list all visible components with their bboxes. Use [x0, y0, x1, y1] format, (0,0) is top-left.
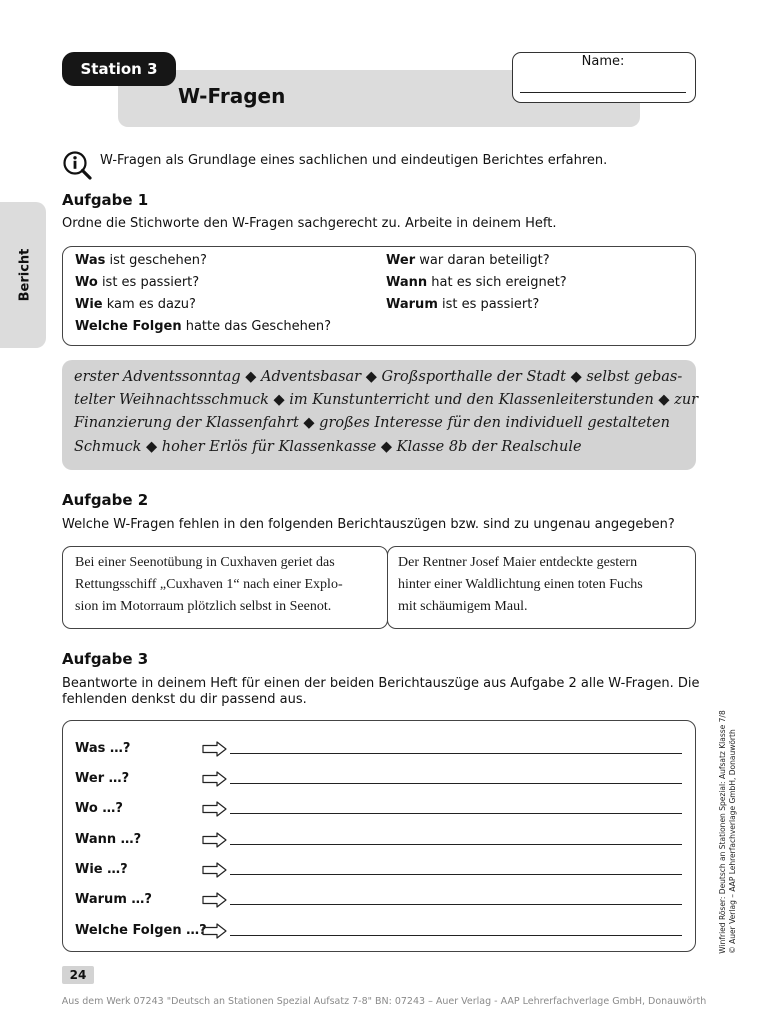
- question-wer: Wer war daran beteiligt?: [386, 253, 550, 268]
- answer-label-wer: Wer …?: [75, 771, 130, 786]
- side-tab-label: Bericht: [17, 248, 33, 302]
- answer-label-wo: Wo …?: [75, 801, 123, 816]
- arrow-right-icon: [202, 923, 228, 939]
- keyword-line: erster Adventssonntag ◆ Adventsbasar ◆ Großsporthalle der Stadt ◆ selbst gebas-: [74, 369, 683, 385]
- arrow-right-icon: [202, 862, 228, 878]
- page-number: 24: [62, 966, 94, 984]
- excerpt1-line: sion im Motorraum plötzlich selbst in Seenot.: [75, 599, 332, 614]
- question-welche-folgen: Welche Folgen hatte das Geschehen?: [75, 319, 331, 334]
- task1-instruction: Ordne die Stichworte den W-Fragen sachgerecht zu. Arbeite in deinem Heft.: [62, 216, 557, 231]
- footer-source: Aus dem Werk 07243 "Deutsch an Stationen Spezial Aufsatz 7-8" BN: 07243 – Auer Verlag - AAP Lehrerfachverlage GmbH, Donauwörth: [61, 996, 707, 1007]
- question-warum: Warum ist es passiert?: [386, 297, 540, 312]
- excerpt2-line: mit schäumigem Maul.: [398, 599, 528, 614]
- arrow-right-icon: [202, 892, 228, 908]
- answer-line-wie[interactable]: [230, 874, 682, 875]
- excerpt2-line: Der Rentner Josef Maier entdeckte gestern: [398, 555, 638, 570]
- answer-label-warum: Warum …?: [75, 892, 152, 907]
- question-wo: Wo ist es passiert?: [75, 275, 200, 290]
- arrow-right-icon: [202, 741, 228, 757]
- answer-label-wie: Wie …?: [75, 862, 128, 877]
- info-magnifier-icon: [62, 150, 92, 180]
- intro-text: W-Fragen als Grundlage eines sachlichen und eindeutigen Berichtes erfahren.: [100, 153, 608, 168]
- task3-instruction-line1: Beantworte in deinem Heft für einen der beiden Berichtauszüge aus Aufgabe 2 alle W-Fragen. Die: [62, 676, 700, 691]
- answer-line-wo[interactable]: [230, 813, 682, 814]
- answer-line-wer[interactable]: [230, 783, 682, 784]
- task2-heading: Aufgabe 2: [62, 491, 149, 509]
- answer-label-was: Was …?: [75, 741, 131, 756]
- answer-box: [62, 720, 696, 952]
- task3-heading: Aufgabe 3: [62, 650, 149, 668]
- keyword-line: telter Weihnachtsschmuck ◆ im Kunstunterricht und den Klassenleiterstunden ◆ zur: [74, 392, 699, 408]
- answer-line-welche-folgen[interactable]: [230, 935, 682, 936]
- answer-line-warum[interactable]: [230, 904, 682, 905]
- name-input-line[interactable]: [520, 92, 686, 93]
- arrow-right-icon: [202, 801, 228, 817]
- task1-heading: Aufgabe 1: [62, 191, 149, 209]
- answer-line-was[interactable]: [230, 753, 682, 754]
- name-label: Name:: [581, 54, 625, 69]
- answer-label-wann: Wann …?: [75, 832, 142, 847]
- question-was: Was ist geschehen?: [75, 253, 207, 268]
- station-badge: Station 3: [62, 52, 176, 86]
- arrow-right-icon: [202, 832, 228, 848]
- arrow-right-icon: [202, 771, 228, 787]
- answer-line-wann[interactable]: [230, 844, 682, 845]
- copyright-credit: Winfried Röser: Deutsch an Stationen Spezial: Aufsatz Klasse 7/8 © Auer Verlag – AAP Lehrerfachverlage GmbH, Donauwörth: [718, 710, 737, 954]
- question-wann: Wann hat es sich ereignet?: [386, 275, 567, 290]
- excerpt2-line: hinter einer Waldlichtung einen toten Fuchs: [398, 577, 643, 592]
- keyword-line: Finanzierung der Klassenfahrt ◆ großes Interesse für den individuell gestalteten: [74, 415, 670, 431]
- task2-instruction: Welche W-Fragen fehlen in den folgenden Berichtauszügen bzw. sind zu ungenau angegeben?: [62, 517, 675, 532]
- task3-instruction-line2: fehlenden denkst du dir passend aus.: [62, 692, 307, 707]
- page-title: W-Fragen: [178, 84, 286, 108]
- answer-label-welche-folgen: Welche Folgen …?: [75, 923, 207, 938]
- excerpt1-line: Bei einer Seenotübung in Cuxhaven geriet das: [75, 555, 335, 570]
- question-wie: Wie kam es dazu?: [75, 297, 196, 312]
- keyword-line: Schmuck ◆ hoher Erlös für Klassenkasse ◆ Klasse 8b der Realschule: [74, 439, 582, 455]
- excerpt1-line: Rettungsschiff „Cuxhaven 1“ nach einer Explo-: [75, 577, 343, 592]
